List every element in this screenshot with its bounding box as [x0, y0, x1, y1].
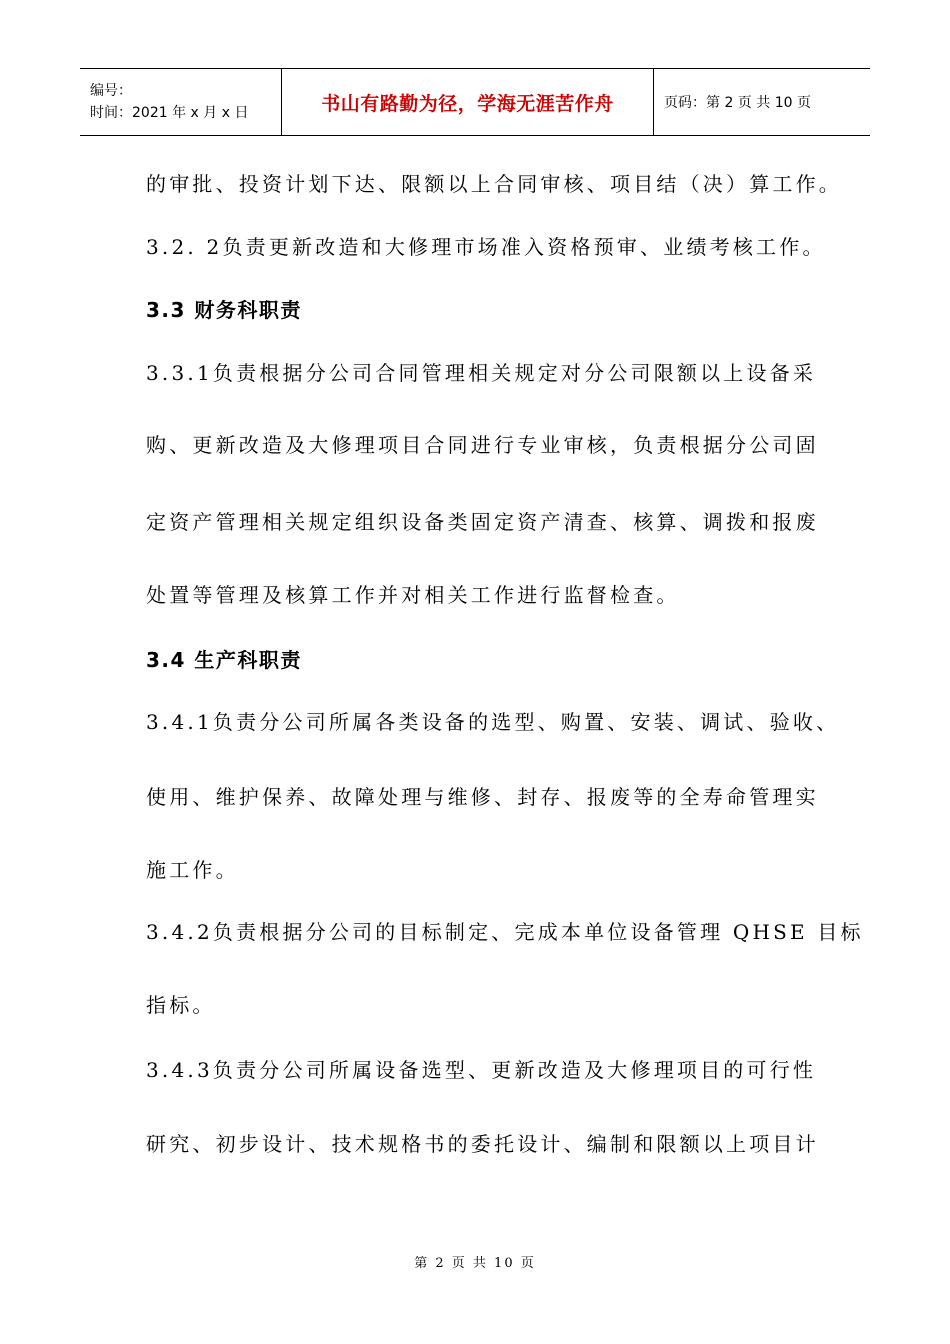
body-line: 3.2. 2负责更新改造和大修理市场准入资格预审、业绩考核工作。 [146, 235, 826, 259]
body-line: 3.3.1负责根据分公司合同管理相关规定对分公司限额以上设备采 [146, 361, 817, 385]
body-line: 的审批、投资计划下达、限额以上合同审核、项目结（决）算工作。 [146, 172, 842, 196]
section-heading-3-4: 3.4 生产科职责 [146, 648, 302, 672]
body-line: 3.4.3负责分公司所属设备选型、更新改造及大修理项目的可行性 [146, 1058, 817, 1082]
body-line: 施工作。 [146, 858, 239, 882]
page-footer: 第 2 页 共 10 页 [414, 1256, 536, 1271]
header-meta-cell [80, 69, 282, 135]
header-motto: 书山有路勤为径，学海无涯苦作舟 [321, 92, 614, 115]
header-motto-cell [282, 69, 654, 135]
header-page-info: 页码：第 2 页 共 10 页 [664, 95, 811, 111]
body-line: 处置等管理及核算工作并对相关工作进行监督检查。 [146, 583, 680, 607]
body-line: 3.4.2负责根据分公司的目标制定、完成本单位设备管理 QHSE 目标 [146, 920, 864, 944]
document-date: 时间：2021 年 x 月 x 日 [90, 105, 249, 121]
body-line: 指标。 [146, 993, 216, 1017]
body-line: 3.4.1负责分公司所属各类设备的选型、购置、安装、调试、验收、 [146, 710, 840, 734]
body-line: 定资产管理相关规定组织设备类固定资产清查、核算、调拨和报废 [146, 510, 819, 534]
body-line: 使用、维护保养、故障处理与维修、封存、报废等的全寿命管理实 [146, 785, 819, 809]
body-line: 购、更新改造及大修理项目合同进行专业审核，负责根据分公司固 [146, 433, 819, 457]
section-heading-3-3: 3.3 财务科职责 [146, 298, 302, 322]
document-number-label: 编号： [90, 83, 132, 99]
header-page-cell [654, 69, 870, 135]
page-header [80, 68, 870, 136]
body-line: 研究、初步设计、技术规格书的委托设计、编制和限额以上项目计 [146, 1132, 819, 1156]
